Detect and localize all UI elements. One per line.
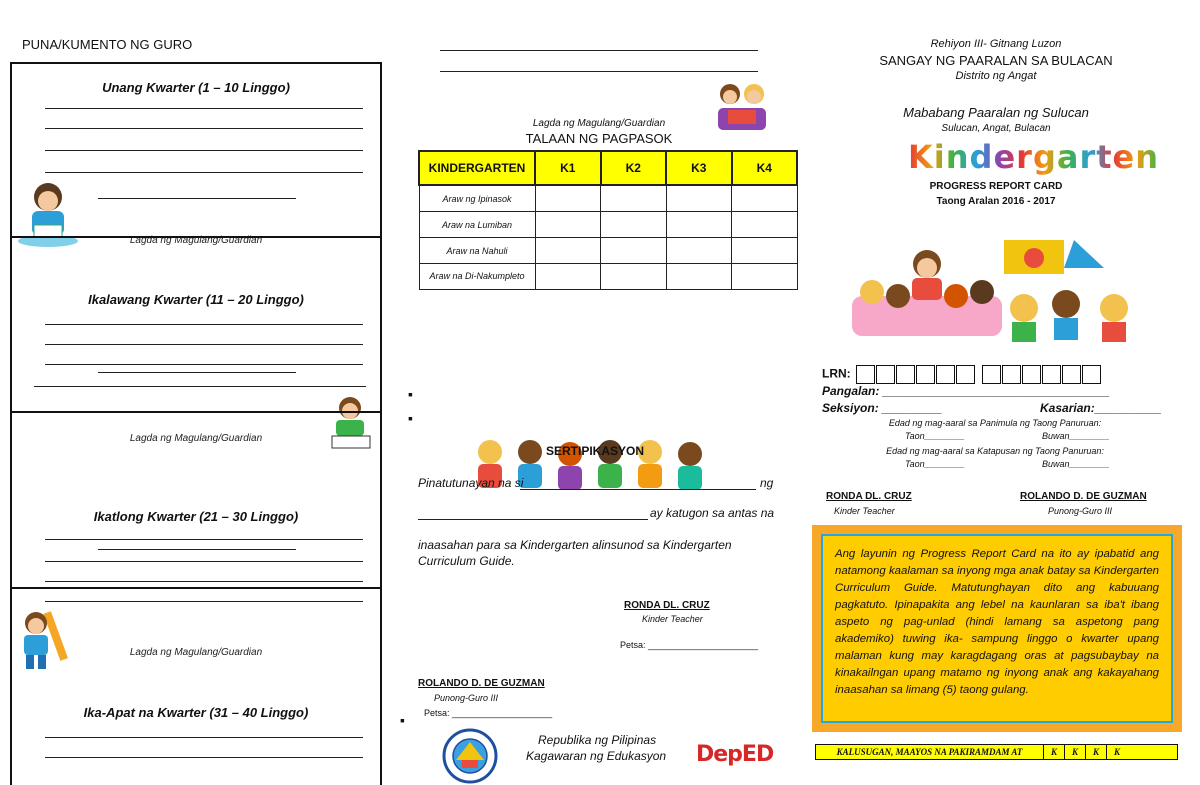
comment-line (45, 364, 363, 365)
bullet: ▪ (408, 410, 413, 426)
comment-line (45, 108, 363, 109)
attendance-cell[interactable] (535, 212, 601, 238)
deped-logo: DepED (696, 742, 774, 767)
kids-illustration (1004, 238, 1144, 350)
attendance-cell[interactable] (732, 212, 798, 238)
gender-field[interactable]: Kasarian:__________ (1040, 401, 1162, 415)
principal-name: ROLANDO D. DE GUZMAN (418, 678, 545, 689)
certification-title: SERTIPIKASYON (546, 444, 645, 458)
principal-role: Punong-Guro III (434, 693, 499, 703)
kindergarten-logo (908, 138, 1159, 176)
kid-with-pencil-icon (12, 607, 72, 673)
health-col: K (1085, 745, 1106, 759)
comment-line (45, 539, 363, 540)
attendance-table (418, 150, 798, 290)
attendance-cell[interactable] (535, 264, 601, 290)
quarter-3-title: Ikatlong Kwarter (21 – 30 Linggo) (93, 509, 299, 524)
card-principal-role: Punong-Guro III (1048, 506, 1113, 516)
comment-line (45, 344, 363, 345)
quarter-2-box (10, 236, 382, 413)
comments-title: PUNA/KUMENTO NG GURO (22, 37, 193, 52)
table-header: KINDERGARTEN (419, 151, 535, 185)
age-start-month[interactable]: Buwan________ (1042, 431, 1110, 441)
teacher-role: Kinder Teacher (642, 614, 703, 624)
age-start-label: Edad ng mag-aaral sa Panimula ng Taong Panuruan: (888, 418, 1102, 428)
teacher-name: RONDA DL. CRUZ (624, 600, 710, 611)
table-header: K2 (601, 151, 667, 185)
table-header: K3 (666, 151, 732, 185)
row-label: Araw ng Ipinasok (419, 185, 535, 212)
comment-line (45, 601, 363, 602)
attendance-cell[interactable] (666, 185, 732, 212)
table-row (419, 185, 797, 212)
attendance-cell[interactable] (535, 238, 601, 264)
age-end-label: Edad ng mag-aaral sa Katapusan ng Taong Panuruan: (886, 446, 1104, 456)
cert-text: ng (760, 476, 774, 490)
comment-line (45, 172, 363, 173)
guardian-signature-line (440, 50, 758, 51)
signature-line (98, 372, 296, 373)
card-principal-name: ROLANDO D. DE GUZMAN (1020, 491, 1147, 502)
quarter-1-title: Unang Kwarter (1 – 10 Linggo) (102, 80, 290, 95)
quarter-1-box (10, 62, 382, 238)
principal-date: Petsa: ____________________ (424, 708, 553, 718)
attendance-cell[interactable] (666, 212, 732, 238)
row-label: Araw na Di-Nakumpleto (419, 264, 535, 290)
purpose-note-box (812, 525, 1182, 732)
signature-line (98, 198, 296, 199)
health-col: K (1043, 745, 1064, 759)
comment-line (45, 737, 363, 738)
school-name: Mababang Paaralan ng Sulucan (903, 105, 1089, 120)
comment-line (34, 386, 366, 387)
card-teacher-name: RONDA DL. CRUZ (826, 491, 912, 502)
comment-line (45, 561, 363, 562)
attendance-cell[interactable] (666, 238, 732, 264)
table-header: K4 (732, 151, 798, 185)
attendance-cell[interactable] (732, 185, 798, 212)
attendance-cell[interactable] (601, 238, 667, 264)
quarter-4-title: Ika-Apat na Kwarter (31 – 40 Linggo) (83, 705, 309, 720)
comment-line (45, 757, 363, 758)
lrn-boxes[interactable] (856, 367, 1102, 381)
school-year: Taong Aralan 2016 - 2017 (936, 196, 1056, 207)
lrn-field (822, 365, 1102, 384)
section-field[interactable]: Seksiyon: _________ (822, 401, 943, 415)
guardian-label-4: Lagda ng Magulang/Guardian (129, 647, 263, 658)
row-label: Araw na Lumiban (419, 212, 535, 238)
card-teacher-role: Kinder Teacher (834, 506, 895, 516)
guardian-label-3: Lagda ng Magulang/Guardian (129, 433, 263, 444)
table-header: K1 (535, 151, 601, 185)
table-row (419, 238, 797, 264)
attendance-cell[interactable] (732, 238, 798, 264)
attendance-cell[interactable] (601, 264, 667, 290)
cert-text: ay katugon sa antas na (650, 506, 775, 520)
cert-text: inaasahan para sa Kindergarten alinsunod sa Kindergarten Curriculum Guide. (418, 538, 732, 568)
attendance-cell[interactable] (666, 264, 732, 290)
age-end-year[interactable]: Taon________ (905, 459, 965, 469)
quarter-4-box (10, 587, 382, 785)
comment-line (45, 150, 363, 151)
lrn-label: LRN: (822, 366, 851, 381)
table-row (419, 264, 797, 290)
quarter-2-title: Ikalawang Kwarter (11 – 20 Linggo) (88, 292, 304, 307)
guardian-label-1: Lagda ng Magulang/Guardian (129, 235, 263, 246)
signature-line (98, 549, 296, 550)
quarter-3-box (10, 411, 382, 589)
attendance-cell[interactable] (601, 185, 667, 212)
attendance-cell[interactable] (601, 212, 667, 238)
guardian-signature-line (440, 71, 758, 72)
bullet: ▪ (408, 386, 413, 402)
health-bar (815, 744, 1178, 760)
age-end-month[interactable]: Buwan________ (1042, 459, 1110, 469)
comment-line (45, 324, 363, 325)
purpose-note-text: Ang layunin ng Progress Report Card na ito ay ipabatid ang natamong kaalaman sa inyong mga anak batay sa Kindergarten Curriculum Guide. Matutunghayan dito ang kabuuang pagkatuto. Ipinapakita ang lebel na kaunlaran sa iba't ibang aspeto ng pag-unlad (hindi lamang sa aspetong pang akademiko) tuwing ika- sampung linggo o kwarter upang malaman kung may karagdagang oras at pagsubaybay na kinakailngan upang matamo ng inyong anak ang kakayahang inaasahan sa limang (5) taong gulang. (821, 534, 1173, 723)
comment-line (45, 128, 363, 129)
attendance-cell[interactable] (535, 185, 601, 212)
cert-text: Pinatutunayan na si (418, 476, 524, 490)
bullet: ▪ (400, 712, 405, 728)
deped-seal-icon (440, 728, 500, 784)
district-label: Distrito ng Angat (955, 70, 1037, 82)
table-row (419, 212, 797, 238)
comment-line (45, 581, 363, 582)
grade-line[interactable] (418, 519, 648, 520)
name-field[interactable]: Pangalan: __________________________________ (822, 384, 1110, 398)
republic-label: Republika ng Pilipinas (538, 733, 657, 747)
middle-guardian-label: Lagda ng Magulang/Guardian (532, 118, 666, 129)
kindergarten-text: Kindergarten (908, 138, 1159, 176)
health-col: K (1064, 745, 1085, 759)
report-title: PROGRESS REPORT CARD (929, 181, 1063, 192)
department-label: Kagawaran ng Edukasyon (526, 749, 667, 763)
teacher-date: Petsa: ______________________ (620, 640, 759, 650)
row-label: Araw na Nahuli (419, 238, 535, 264)
division-label: SANGAY NG PAARALAN SA BULACAN (879, 53, 1113, 68)
region-label: Rehiyon III- Gitnang Luzon (930, 38, 1062, 50)
attendance-title: TALAAN NG PAGPASOK (525, 131, 673, 146)
attendance-cell[interactable] (732, 264, 798, 290)
classroom-illustration (852, 236, 1002, 342)
student-name-line[interactable] (520, 489, 756, 490)
age-start-year[interactable]: Taon________ (905, 431, 965, 441)
school-address: Sulucan, Angat, Bulacan (941, 123, 1051, 134)
health-bar-label: KALUSUGAN, MAAYOS NA PAKIRAMDAM AT (836, 747, 1023, 757)
health-col: K (1106, 745, 1127, 759)
